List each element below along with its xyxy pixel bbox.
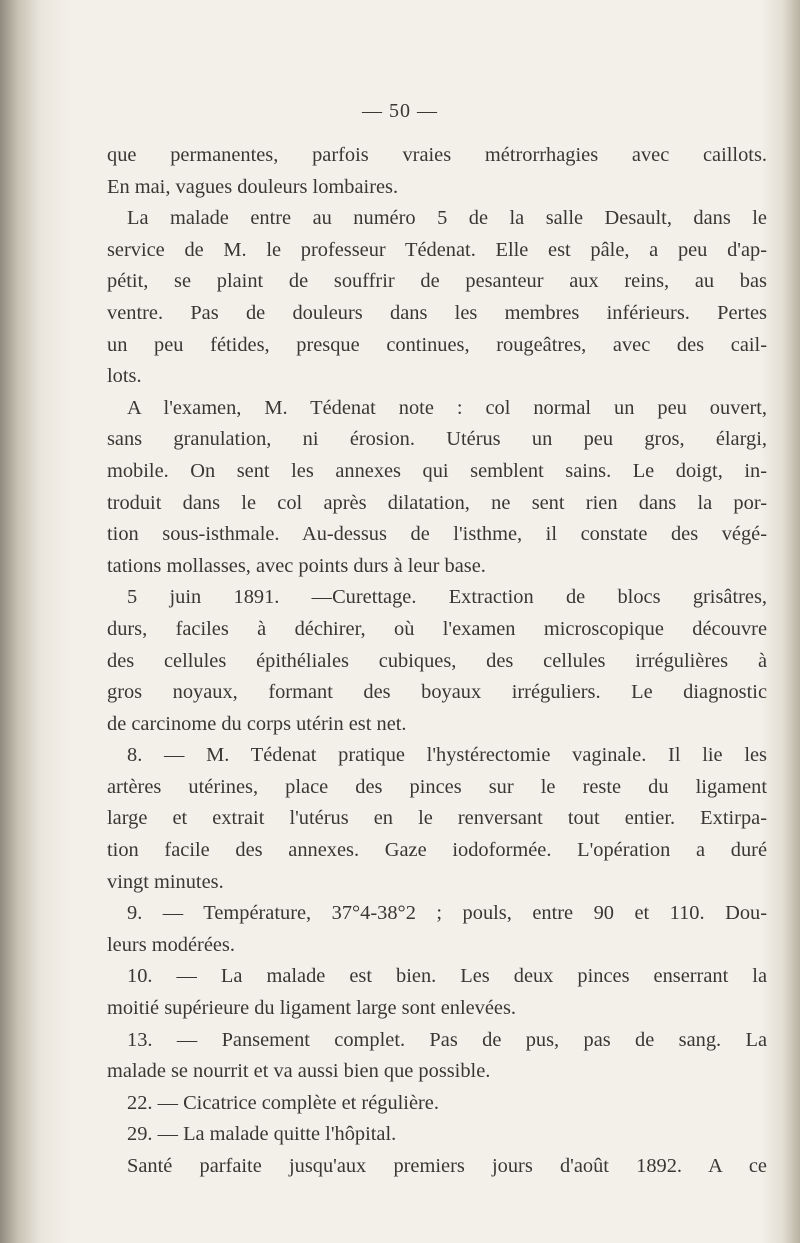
- text-line: un peu fétides, presque continues, rougeâtres, avec des cail-: [107, 333, 767, 356]
- page-number: — 50 —: [362, 100, 438, 122]
- text-line: sans granulation, ni érosion. Utérus un peu gros, élargi,: [107, 428, 767, 451]
- text-line: pétit, se plaint de souffrir de pesanteur aux reins, au bas: [107, 270, 767, 293]
- text-line: service de M. le professeur Tédenat. Elle est pâle, a peu d'ap-: [107, 238, 767, 261]
- text-line: En mai, vagues douleurs lombaires.: [107, 175, 399, 198]
- text-line: leurs modérées.: [107, 933, 235, 956]
- text-line: A l'examen, M. Tédenat note : col normal un peu ouvert,: [127, 396, 767, 419]
- text-line: 13. — Pansement complet. Pas de pus, pas de sang. La: [127, 1028, 767, 1051]
- text-line: des cellules épithéliales cubiques, des cellules irrégulières à: [107, 649, 767, 672]
- text-line: moitié supérieure du ligament large sont enlevées.: [107, 997, 517, 1020]
- text-line: que permanentes, parfois vraies métrorrhagies avec caillots.: [107, 144, 767, 166]
- text-line: de carcinome du corps utérin est net.: [107, 712, 407, 735]
- text-line: durs, faciles à déchirer, où l'examen microscopique découvre: [107, 617, 767, 640]
- text-line: 9. — Température, 37°4-38°2 ; pouls, entre 90 et 110. Dou-: [127, 902, 767, 925]
- text-line: 29. — La malade quitte l'hôpital.: [127, 1123, 397, 1146]
- text-line: 10. — La malade est bien. Les deux pinces enserrant la: [127, 965, 767, 988]
- text-line: large et extrait l'utérus en le renversant tout entier. Extirpa-: [107, 807, 767, 830]
- text-line: malade se nourrit et va aussi bien que possible.: [107, 1060, 491, 1083]
- text-line: artères utérines, place des pinces sur le reste du ligament: [107, 775, 767, 798]
- text-line: tion facile des annexes. Gaze iodoformée. L'opération a duré: [107, 839, 767, 862]
- text-line: gros noyaux, formant des boyaux irréguliers. Le diagnostic: [107, 681, 767, 704]
- text-line: 5 juin 1891. —Curettage. Extraction de blocs grisâtres,: [127, 586, 767, 609]
- text-line: tations mollasses, avec points durs à leur base.: [107, 554, 486, 577]
- text-line: tion sous-isthmale. Au-dessus de l'isthme, il constate des végé-: [107, 523, 767, 546]
- text-line: 8. — M. Tédenat pratique l'hystérectomie vaginale. Il lie les: [127, 744, 767, 767]
- body-text: [107, 140, 767, 1183]
- text-line: ventre. Pas de douleurs dans les membres inférieurs. Pertes: [107, 301, 767, 324]
- text-line: troduit dans le col après dilatation, ne sent rien dans la por-: [107, 491, 767, 514]
- text-line: La malade entre au numéro 5 de la salle Desault, dans le: [127, 207, 767, 230]
- text-line: 22. — Cicatrice complète et régulière.: [127, 1091, 439, 1114]
- text-line: lots.: [107, 365, 142, 388]
- text-line: vingt minutes.: [107, 870, 224, 893]
- text-line: Santé parfaite jusqu'aux premiers jours d'août 1892. A ce: [127, 1155, 767, 1177]
- text-line: mobile. On sent les annexes qui semblent sains. Le doigt, in-: [107, 459, 767, 482]
